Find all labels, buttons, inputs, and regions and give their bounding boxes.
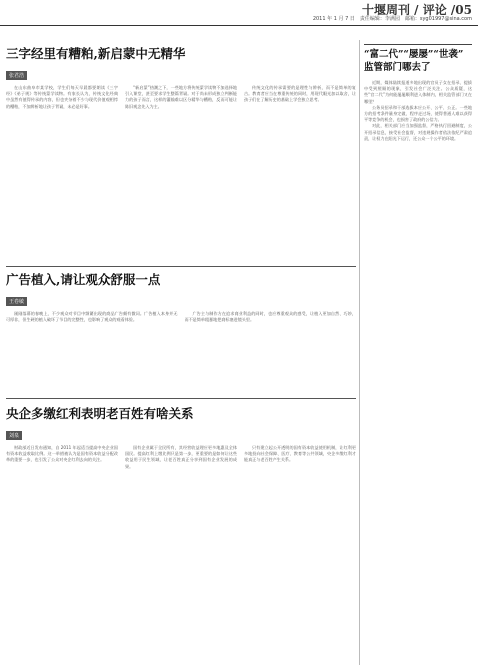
body-paragraph: 公务员招录和干部选拔本应公开、公平、公正。一些地方的招考条件量身定做，程序走过场，使得普通人难以获得平等竞争的机会，也损害了政府的公信力。 xyxy=(364,104,472,123)
article-title: 广告植入,请让观众舒服一点 xyxy=(6,272,161,287)
body-paragraph: 对此，相关部门应当加强监督，严格执行回避制度，公开招录信息，接受社会监督，对违规操作者依法依纪严肃追责，让权力在阳光下运行，还公众一个公平的环境。 xyxy=(364,123,472,141)
article-body xyxy=(6,85,356,110)
article-byline: 刘泉 xyxy=(6,431,22,440)
article-soe-dividends xyxy=(6,404,356,662)
body-column xyxy=(185,311,357,323)
body-column xyxy=(6,85,118,110)
body-paragraph: 近期，媒体陆续报道多地出现的官员子女在招录、提拔中受到照顾的现象，引发社会广泛关注。公众质疑，这些“官二代”为何能屡屡顺利进入体制内，相关监管部门又在哪里？ xyxy=(364,80,472,104)
publication-brand: 十堰周刊 / 评论 /05 xyxy=(362,3,472,17)
body-column xyxy=(6,311,178,323)
body-column xyxy=(125,85,237,110)
body-paragraph: “新启蒙”热潮之下，一些地方将传统蒙学读物不加选择地引入课堂，甚至要求学生整篇背诵。对于尚未形成独立判断能力的孩子而言，这样的灌输难以区分精华与糟粕，反而可能让陈旧观念先入为主。 xyxy=(125,85,237,109)
section-divider xyxy=(6,266,356,267)
body-paragraph: 传统文化的传承需要的是理性与辨析，而不是简单的复古。教育者应当在尊重传统的同时，用现代眼光加以取舍，让孩子们在了解历史的基础上学会独立思考。 xyxy=(244,85,356,103)
body-column xyxy=(244,85,356,110)
article-second-generation xyxy=(364,44,472,664)
section-divider xyxy=(6,398,356,399)
article-ad-placement xyxy=(6,270,356,382)
article-body xyxy=(364,80,472,142)
body-column xyxy=(244,445,356,470)
article-body xyxy=(6,445,356,470)
body-paragraph: 国有企业属于全民所有，其经营收益理应更多地惠及全体国民。提高红利上缴比例只是第一步，更重要的是如何让这些收益用于民生领域，让老百姓真正分享到国有企业发展的成果。 xyxy=(125,445,237,469)
article-title: 三字经里有糟粕,新启蒙中无精华 xyxy=(6,46,186,61)
issue-meta: 2011 年 1 月 7 日 责任编辑：李满园 邮箱：syg01997@sina.com xyxy=(312,16,472,22)
body-paragraph: 在山东曲阜市某学校，学生们每天早晨都要朗读《三字经》《弟子规》等传统蒙学读物。有家长认为，传统文化经典中虽然有值得传承的内容，但也夹杂着不少与现代价值观相悖的糟粕，不加辨析地让孩子背诵，未必是好事。 xyxy=(6,85,118,109)
article-title: 央企多缴红利表明老百姓有啥关系 xyxy=(6,406,194,421)
article-byline: 王卷敏 xyxy=(6,297,27,306)
body-paragraph: 刚刚落幕的春晚上，不少观众对节目中频繁出现的商品广告颇有微词。广告植入本身并无可厚非，但生硬的植入破坏了节目的完整性，也影响了观众的观看体验。 xyxy=(6,311,178,323)
page-header xyxy=(0,0,478,26)
article-title: “富二代”“屡屡”“世袭” 监管部门哪去了 xyxy=(364,49,464,73)
body-paragraph: 广告主与制作方在追求商业利益的同时，也应尊重观众的感受，让植入更加自然、巧妙，而不是简单粗暴地把商标塞进镜头里。 xyxy=(184,311,356,323)
article-textbook-critique xyxy=(6,44,356,259)
article-byline: 张君浩 xyxy=(6,71,27,80)
sidebar-title-box xyxy=(364,44,472,74)
body-column xyxy=(6,445,118,470)
body-paragraph: 只有建立起公开透明的国有资本收益使用机制，让红利更多地投向社会保障、医疗、教育等公共领域，央企多缴红利才能真正与老百姓产生关系。 xyxy=(244,445,356,463)
body-column xyxy=(125,445,237,470)
body-paragraph: 财政部近日发布通知，自 2011 年起适当提高中央企业国有资本收益收取比例。这一举措被认为是国有资本收益分配改革的重要一步，也引发了公众对央企红利去向的关注。 xyxy=(6,445,118,463)
article-body xyxy=(6,311,356,323)
column-divider xyxy=(359,40,360,665)
